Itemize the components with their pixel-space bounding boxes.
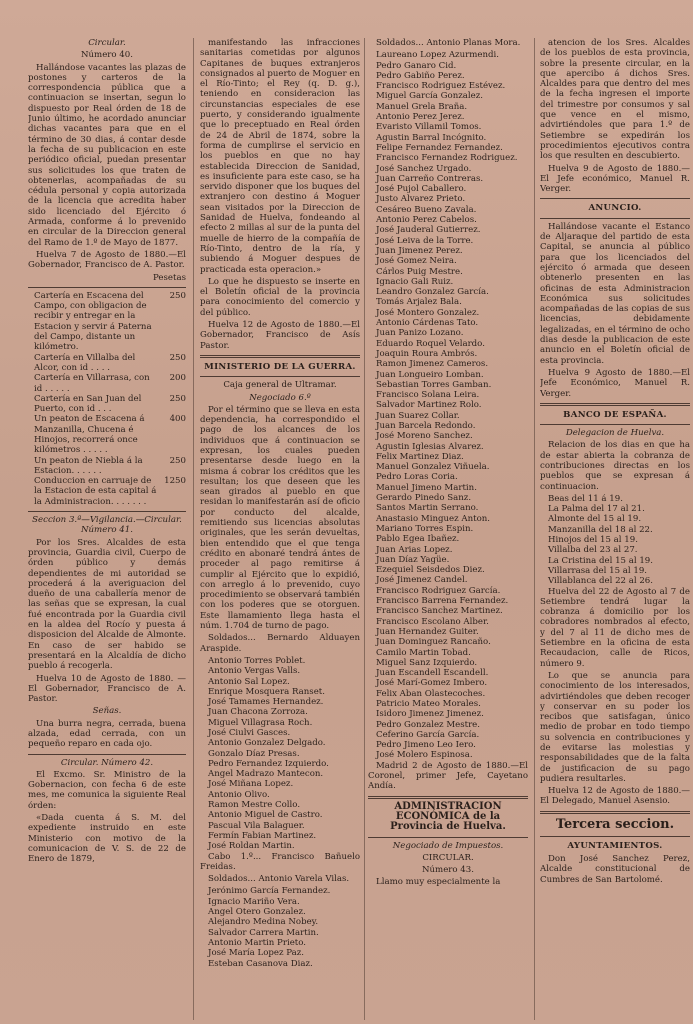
soldier-name: Manuel Grela Braña. [376,101,468,112]
soldier-name: Pedro Ganaro Cid. [376,60,457,71]
soldier-name: José María Lopez Paz. [208,948,304,959]
soldier-name: Juan Hernandez Guiter. [376,626,479,637]
soldier-name: José Ciulvi Gasces. [208,728,291,738]
column-divider [534,38,535,1020]
table-row [28,291,186,353]
divider [368,796,528,799]
table-row [28,476,186,507]
soldier-name: Cárlos Puig Mestre. [376,266,463,277]
soldier-name: Juan Panizo Lozano. [376,328,464,339]
soldier-name: Juan Longueiro Lomban. [376,369,484,380]
banco-signature: Huelva 12 de Agosto de 1880.—El Delegado, Manuel Asensio. [540,786,690,807]
collection-day: Villalba del 23 al 27. [548,545,638,556]
vacancy-amount: 250 [169,290,186,301]
vacancy-label: Cartería en Villalba del Alcor, con id . . . . [34,352,136,373]
soldier-name: Eduardo Roquel Velardo. [376,338,485,349]
banco-body-3: Lo que se anuncia para conocimiento de los interesados, advirtiéndoles que deben recoger y conservar en su poder los recibos que satisfagan, único medio de probar en todo tiempo su solvencia en contribuciones y de evitarse las molestias y responsabilidades que de la falta de justificacion de su pago pudiera resultarles. [540,670,690,784]
continued-text-2: Lo que he dispuesto se inserte en el Boletín oficial de la provincia para conocimiento del comercio y del público. [200,276,360,318]
soldier-name: José Marí-Gomez Imbero. [376,678,488,689]
soldier-name: Pascual Vila Balaguer. [208,820,305,831]
soldiers-heading: Soldados... Antonio Planas Mora. [376,38,521,48]
divider [540,811,690,814]
vacancy-table [28,291,186,507]
soldier-name: Francisco Rodriguez García. [376,585,501,596]
soldier-name: José Moreno Sanchez. [376,431,473,442]
soldiers-heading: Soldados... Bernardo Alduayen Araspide. [200,633,360,654]
soldier-name: Ramon Jimenez Cameros. [376,359,489,370]
soldier-name: Antonio Sal Lopez. [208,676,290,687]
vacancy-label: Cartería en Villarrasa, con id . . . . . [34,373,150,394]
collection-day: La Palma del 17 al 21. [548,504,645,515]
soldier-name: Cesáreo Bueno Zavala. [376,204,477,215]
banco-body-2: Huelva del 22 de Agosto al 7 de Setiembre tendrá lugar la cobranza á domicilio por los cobradores nombrados al efecto, y del 7 al 11 de dicho mes de Setiembre en la oficina de esta Recaudacion, calle de Ricos, número 9. [540,586,690,669]
divider [540,198,690,199]
vacancy-amount: 250 [169,352,186,363]
soldier-name: José Sanchez Urgado. [376,163,472,174]
soldier-name: Miguel García Gonzalez. [376,91,483,102]
continued-text: manifestando las infracciones sanitarias cometidas por algunos Capitanes de buques extranjeros consignados al puerto de Moguer en el Río-Tinto; el Rey (q. D. g.), teniendo en consideracion las circunstancias especiales de ese puerto, y considerando igualmente que lo preceptuado en Real órden de 24 de Abril de 1874, sobre la forma de cumplirse el servicio en los pueblos en que no hay establecida Direccion de Sanidad, es insuficiente para este caso, se ha servido disponer que los buques del extranjero con destino á Moguer sean visitados por la Direccion de Sanidad de Huelva, fondeando al efecto 2 millas al sur de la punta del muelle de hierro de la compañía de Río-Tinto, dentro de la ría, y subiendo á Moguer despues de practicada esta operacion.» [200,38,360,275]
soldier-name: Antonio Gonzalez Delgado. [208,738,326,749]
collection-day: La Cristina del 15 al 19. [548,555,654,566]
soldier-name: Felipe Fernandez Fernandez. [376,142,503,153]
table-row [28,373,186,394]
soldier-name: Pedro Fernandez Izquierdo. [208,758,329,769]
soldier-list [200,656,360,852]
soldier-name: José Gomez Neira. [376,256,457,267]
soldier-name: Jerónimo García Fernandez. [208,886,331,897]
circular-number: Número 43. [422,865,474,876]
soldiers-heading-2: Soldados... Antonio Varela Vilas. [208,874,350,885]
circular-41-signature: Huelva 10 de Agosto de 1880. —El Gobernador, Francisco de A. Pastor. [28,673,186,705]
soldier-name: Esteban Casanova Diaz. [208,958,313,969]
soldier-name: Francisco Solana Leira. [376,390,480,401]
ministry-body: Por el término que se lleva en esta dependencia, ha correspondido el pago de los alcances de los individuos que á continuacion se expresan, los cuales pueden presentarse desde luego en la misma á cobrar los créditos que les resultan; los que deseen que les sean girados al pueblo en que residan lo manifestarán así de oficio por conducto del alcalde, remitiendo sus licencias absolutas originales, que les serán devueltas, bien entendido que el que tenga crédito en abonaré tendrá ántes de proceder al pago remitirse á cumplir al Ejército que lo expidió, con arreglo á lo prevenido, cuyo procedimiento se observará también con los poderes que se otorguen. Este llamamiento llega hasta el núm. 1.704 de turno de pago. [200,404,360,632]
soldier-name: Francisco Sanchez Martinez. [376,606,503,617]
vacancy-amount: 1250 [164,476,186,487]
soldier-name: Juan Dominguez Rancaño. [376,637,491,648]
divider [28,287,186,288]
soldier-name: Gerardo Pinedo Sanz. [376,493,472,504]
column-divider [193,38,194,1020]
soldier-name: Pablo Egea Ibañez. [376,534,460,545]
soldier-name: Agustin Iglesias Alvarez. [376,441,484,452]
collection-day: Villarrasa del 15 al 19. [548,565,648,576]
soldier-name: Ceferino García García. [376,729,480,740]
collection-day: Manzanilla del 18 al 22. [548,524,653,535]
section-title: Tercera seccion. [555,816,675,832]
soldier-name: Ramon Mestre Collo. [208,800,301,811]
divider [28,511,186,512]
signature: Huelva 12 de Agosto de 1880.—El Gobernador, Francisco de Asís Pastor. [200,320,360,351]
soldier-name: Francisco Barrena Fernandez. [376,596,509,607]
soldier-name: José Jauderal Gutierrez. [376,225,481,236]
soldier-name: José Tamames Hernandez. [208,697,324,708]
soldier-name: José Miñana Lopez. [208,779,294,790]
collection-days-list [540,494,690,587]
senas-body: Una burra negra, cerrada, buena alzada, edad cerrada, con un pequeño reparo en cada ojo. [28,718,186,750]
ayuntamientos-heading: AYUNTAMIENTOS. [567,840,663,851]
collection-day: Villablanca del 22 al 26. [548,576,654,587]
vacancy-label: Conduccion en carruaje de la Estacion de esta capital á la Administracion. . . . . . . [34,476,157,507]
soldier-name: Ignacio Gali Ruiz. [376,276,454,287]
vacancy-label: Cartería en San Juan del Puerto, con id . . . [34,393,142,415]
soldier-name: Pedro Gabiño Perez. [376,70,465,81]
senas-heading: Señas. [92,706,122,717]
signature: Huelva 9 de Agosto de 1880.—El Jefe económico, Manuel R. Verger. [540,163,690,195]
soldier-name: Manuel Gonzalez Viñuela. [376,462,490,473]
ministry-heading: MINISTERIO DE LA GUERRA. [204,361,356,372]
divider [200,355,360,358]
soldier-name: Santos Martin Serrano. [376,503,479,514]
soldier-name: Francisco Escolano Alber. [376,616,489,627]
soldier-name: Manuel Jimeno Martin. [376,482,477,493]
soldier-name: Tomás Arjalez Bala. [376,297,462,308]
vacancy-amount: 250 [169,455,186,466]
soldier-name: Gonzalo Díaz Presas. [208,748,300,759]
divider [540,424,690,425]
soldier-name: Leandro Gonzalez García. [376,287,489,298]
soldier-name: Mariano Torres Espin. [376,523,474,534]
soldier-name: Angel Otero Gonzalez. [208,907,306,918]
soldier-name: Juan Barcela Redondo. [376,420,476,431]
column-4 [540,38,690,1020]
soldier-name: Antonio Perez Cabelos. [376,215,477,226]
soldier-name: Fermín Fabian Martinez. [208,830,317,841]
anuncio-body: Hallándose vacante el Estanco de Aljaraque del partido de esta Capital, se anuncia al público para que los licenciados del ejército ó armada que deseen obtenerlo presenten en las oficinas de esta Administracion Económica sus solicitudes acompañadas de las copias de sus licencias, debidamente legalizadas, en el término de ocho dias desde la publicacion de este anuncio en el Boletín oficial de esta provincia. [540,221,690,366]
soldier-name: Juan Carreño Contreras. [376,173,484,184]
soldier-name: Juan Suarez Collar. [376,410,460,421]
soldier-name: Salvador Carrera Martin. [208,927,319,938]
soldier-name: Evaristo Villamil Tomos. [376,122,482,133]
circular-body: Llamo muy especialmente la [376,877,501,888]
divider [540,836,690,837]
divider [28,754,186,755]
soldier-name: Ezequiel Seisdedos Diez. [376,565,485,576]
soldier-name: Pedro Loras Coria. [376,472,458,483]
negociado-heading: Negociado de Impuestos. [392,840,504,851]
anuncio-signature: Huelva 9 Agosto de 1880.—El Jefe Económico, Manuel R. Verger. [540,367,690,399]
soldier-name: José Leiva de la Torre. [376,235,474,246]
soldier-name: Antonio Olivo. [208,789,270,800]
circular-heading: Circular. [88,38,126,48]
section-heading: Seccion 3.ª—Vigilancia.—Circular. Número 41. [32,515,182,536]
soldier-name: José Roldan Martin. [208,841,295,852]
soldier-name: Juan Jimenez Perez. [376,245,463,256]
soldier-name: Felix Martinez Diaz. [376,451,464,462]
admin-heading: ADMINISTRACION ECONÓMICA de la Provincia de Huelva. [390,800,506,833]
table-heading: Pesetas [153,272,186,283]
soldier-list [368,50,528,760]
anuncio-heading: ANUNCIO. [588,203,642,214]
divider [540,218,690,219]
soldier-name: José Jimenez Candel. [376,575,468,586]
ayuntamientos-body: Don José Sanchez Perez, Alcalde constitucional de Cumbres de San Bartolomé. [540,854,690,885]
negociado-heading: Negociado 6.º [249,392,311,403]
circular-41-body: Por los Sres. Alcaldes de esta provincia, Guardia civil, Cuerpo de órden público y demás dependientes de mi autoridad se procederá á la averiguacion del dueño de una caballería menor de las señas que se expresan, la cual fué encontrada por la Guardia civil en la aldea del Rocío y puesta á disposicion del Alcalde de Almonte. En caso de ser habido se presentará en la Alcaldía de dicho pueblo á recogerla. [28,537,186,672]
vacancy-amount: 400 [169,414,186,425]
soldier-list-2 [200,886,360,968]
column-1 [28,38,186,1020]
soldier-name: Sebastian Torres Gamban. [376,379,492,390]
soldier-name: Camilo Martin Tobad. [376,647,471,658]
soldier-name: Agustin Barral Incógnito. [376,132,487,143]
soldier-name: Anastasio Minguez Anton. [376,513,491,524]
soldier-name: Antonio Cárdenas Tato. [376,318,479,329]
table-row [28,394,186,415]
table-row [28,353,186,374]
soldier-name: José Pujol Caballero. [376,184,467,195]
soldier-name: Antonio Vergas Valls. [208,666,301,677]
column-3 [368,38,528,1020]
soldier-name: José Molero Espinosa. [376,750,473,761]
circular-body: Hallándose vacantes las plazas de postones y carteros de la correspondencia pública que a continuacion se insertan, segun lo dispuesto por Real órden de 18 de Junio último, he acordado anunciar dichas vacantes para que en el término de 30 dias, á contar desde la fecha de su publicacion en este periódico oficial, puedan presentar sus solicitudes los que traten de obtenerlas, acompañadas de su cédula personal y copia autorizada de la licencia que acredita haber sido licenciado del Ejército ó Armada, conforme á lo prevenido en circular de la Direccion general del Ramo de 1.º de Mayo de 1877. [28,62,186,248]
vacancy-label: Cartería en Escacena del Campo, con obligacion de recibir y entregar en la Estacion y servir á Paterna del Campo, distante un kilómetro. [34,290,152,353]
continued-text: atencion de los Sres. Alcaldes de los pueblos de esta provincia, sobre la presente circular, en la que apercibo á dichos Sres. Alcaldes para que dentro del mes de la fecha ingresen el importe del trimestre por consumos y sal que vence en el mismo, advirtiéndoles que para 1.º de Setiembre se expedirán los procedimientos ejecutivos contra los que resulten en descubierto. [540,38,690,162]
vacancy-amount: 200 [169,373,186,384]
soldier-name: Laureano Lopez Azurmendi. [376,50,499,61]
soldier-name: Joaquin Roura Ambrós. [376,348,478,359]
soldier-name: Francisco Fernandez Rodriguez. [376,153,518,164]
soldier-name: Miguel Villagrasa Roch. [208,717,313,728]
circular-42-quote: «Dada cuenta á S. M. del expediente instruido en este Ministerio con motivo de la comunicacion de V. S. de 22 de Enero de 1879, [28,813,186,865]
divider [540,403,690,406]
soldier-name: Juan Arias Lopez. [376,544,453,555]
soldier-name: Antonio Miguel de Castro. [208,810,323,821]
signature: Madrid 2 de Agosto de 1880.—El Coronel, primer Jefe, Cayetano Andía. [368,760,528,792]
banco-body: Relacion de los dias en que ha de estar abierta la cobranza de contribuciones directas en los pueblos que se expresan á continuacion. [540,440,690,492]
soldier-name: Felix Aban Olastecoches. [376,688,486,699]
column-divider [364,38,365,1020]
circular-signature: Huelva 7 de Agosto de 1880.—El Gobernador, Francisco de A. Pastor. [28,249,186,271]
soldier-name: Antonio Martin Prieto. [208,937,306,948]
soldier-name: José Montero Gonzalez. [376,307,480,318]
soldier-name: Juan Díaz Yagüe. [376,554,450,565]
collection-day: Hinojos del 15 al 19. [548,535,638,546]
circular-heading: CIRCULAR. [422,852,474,863]
soldier-name: Antonio Torres Poblet. [208,655,306,666]
caja-heading: Caja general de Ultramar. [223,380,337,391]
soldier-name: Francisco Rodriguez Estévez. [376,81,506,92]
cabo-line: Cabo 1.º... Francisco Bañuelo Freidas. [200,851,360,872]
table-row [28,456,186,477]
collection-day: Almonte del 15 al 19. [548,514,642,525]
soldier-name: Enrique Mosquera Ranset. [208,686,325,697]
soldier-name: Salvador Martinez Rolo. [376,400,482,411]
soldier-name: Ignacio Mariño Vera. [208,896,300,907]
soldier-name: Pedro Jimeno Leo Iero. [376,740,476,751]
table-row [28,414,186,455]
vacancy-amount: 250 [169,393,186,404]
divider [368,837,528,838]
vacancy-label: Un peaton de Niebla á la Estacion. . . . . . [34,455,143,476]
column-2 [200,38,360,1020]
soldier-name: Juan Chacona Zorroza. [208,707,308,718]
delegacion-heading: Delegacion de Huelva. [565,428,665,439]
soldier-name: Isidoro Jimenez Jimenez. [376,709,484,720]
banco-heading: BANCO DE ESPAÑA. [563,409,667,420]
soldier-name: Juan Escandell Escandell. [376,668,489,679]
soldier-name: Patricio Mateo Morales. [376,699,481,709]
soldier-name: Antonio Perez Jerez. [376,112,465,123]
soldier-name: Alejandro Medina Nobey. [208,917,319,928]
soldier-name: Angel Madrazo Mantecon. [208,769,324,780]
soldier-name: Miguel Sanz Izquierdo. [376,657,478,668]
vacancy-label: Un peaton de Escacena á Manzanilla, Chucena é Hinojos, recorrerá once kilómetros . . . . . [34,414,145,456]
divider [200,376,360,377]
circular-42-body: El Excmo. Sr. Ministro de la Gobernacion, con fecha 6 de este mes, me comunica la siguiente Real órden: [28,769,186,811]
circular-42-heading: Circular. Número 42. [60,757,154,768]
collection-day: Beas del 11 á 19. [548,493,623,504]
soldier-name: Pedro Gonzalez Mestre. [376,719,480,730]
soldier-name: Justo Alvarez Prieto. [376,194,466,205]
circular-number: Número 40. [81,50,133,61]
